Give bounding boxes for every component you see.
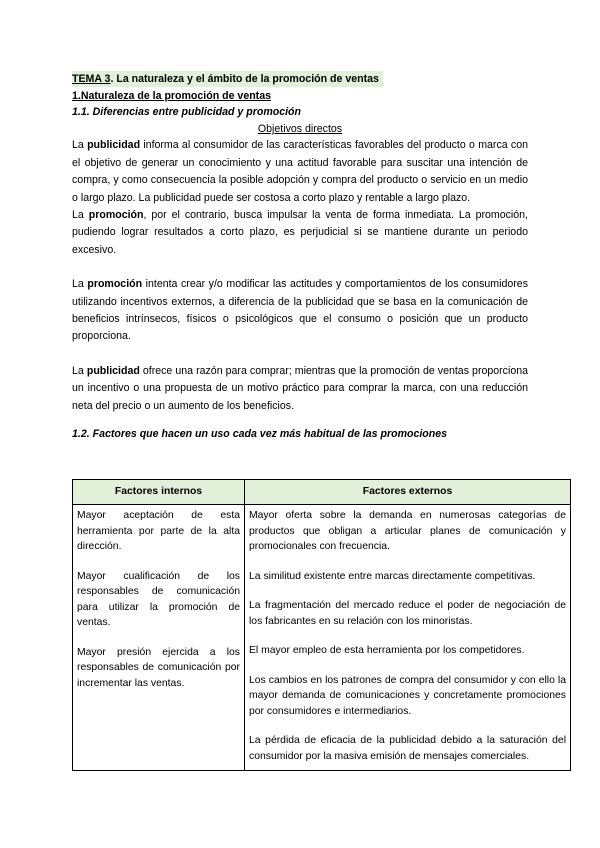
paragraph-publicidad-2: La publicidad ofrece una razón para comprar; mientras que la promoción de ventas proporciona un incentivo o una propuesta de un motivo práctico para comprar la marca, con una reducción neta del precio o un aumento de los beneficios.: [72, 364, 528, 412]
list-item: Mayor oferta sobre la demanda en numerosas categorías de productos que obligan a articular planes de comunicación y promocionales con frecuencia.: [249, 510, 566, 552]
external-factors-cell: [245, 505, 571, 771]
paragraph-publicidad-1: La publicidad informa al consumidor de las características favorables del producto o marca con el objetivo de generar un conocimiento y una actitud favorable para suscitar una intención de compra, y como consecuencia la posible adopción y compra del producto o servicio en un medio o largo plazo. La publicidad puede ser costosa a corto plazo y rentable a largo plazo.: [72, 139, 528, 204]
internal-factors-cell: [73, 505, 245, 771]
title-prefix: TEMA 3: [72, 73, 111, 85]
list-item: Los cambios en los patrones de compra del consumidor y con ello la mayor demanda de comunicaciones y concretamente promociones por consumidores e intermediarios.: [249, 674, 566, 717]
factors-table: [72, 479, 571, 771]
list-item: La fragmentación del mercado reduce el poder de negociación de los fabricantes en su relación con los minoristas.: [249, 600, 566, 627]
objectives-heading: Objetivos directos: [257, 123, 343, 136]
table-row: [73, 505, 571, 771]
paragraph-promocion-2: La promoción intenta crear y/o modificar las actitudes y comportamientos de los consumidores utilizando incentivos externos, a diferencia de la publicidad que se basa en la comunicación de beneficios intrínsecos, físicos o psicológicos que el consumo o posición que un producto proporciona.: [72, 278, 528, 343]
list-item: La pérdida de eficacia de la publicidad debido a la saturación del consumidor por la masiva emisión de mensajes comerciales.: [249, 735, 566, 762]
list-item: Mayor aceptación de esta herramienta por parte de la alta dirección.: [77, 510, 240, 552]
document-title: [72, 71, 383, 87]
subsection-heading-factores: 1.2. Factores que hacen un uso cada vez más habitual de las promociones: [72, 428, 448, 441]
header-internal-factors: Factores internos: [73, 480, 245, 505]
section-heading: 1.Naturaleza de la promoción de ventas: [72, 90, 271, 103]
list-item: La similitud existente entre marcas directamente competitivas.: [249, 570, 536, 582]
table-header-row: [73, 480, 571, 505]
subsection-heading: 1.1. Diferencias entre publicidad y promoción: [72, 106, 302, 119]
title-rest: . La naturaleza y el ámbito de la promoción de ventas: [110, 73, 379, 85]
list-item: El mayor empleo de esta herramienta por los competidores.: [249, 645, 525, 656]
header-external-factors: Factores externos: [245, 480, 571, 505]
document-page: [72, 71, 528, 444]
list-item: Mayor cualificación de los responsables de comunicación para utilizar la promoción de ventas.: [77, 570, 240, 628]
paragraph-promocion-1: La promoción, por el contrario, busca impulsar la venta de forma inmediata. La promoción, pudiendo lograr resultados a corto plazo, es perjudicial si se mantiene durante un periodo excesivo.: [72, 209, 528, 256]
list-item: Mayor presión ejercida a los responsables de comunicación por incrementar las ventas.: [77, 646, 240, 689]
